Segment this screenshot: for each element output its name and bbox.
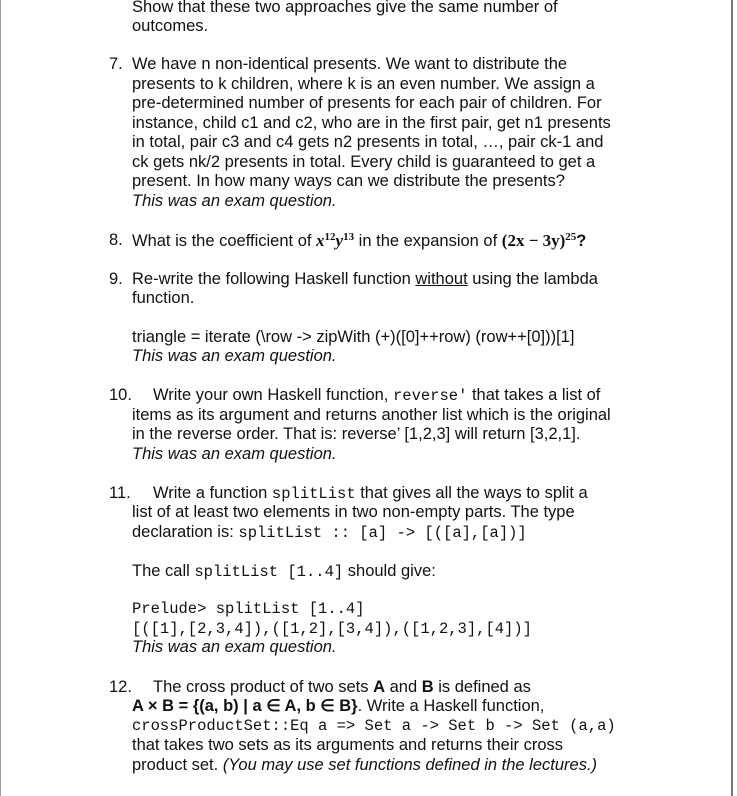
question-11-call-before: The call	[132, 562, 195, 580]
question-7-line: in total, pair c3 and c4 gets n2 presents in total, …, pair ck-1 and	[132, 133, 604, 151]
question-9-underlined-word: without	[415, 270, 468, 288]
question-9-note: This was an exam question.	[132, 347, 337, 365]
question-12-line-2-after: . Write a Haskell function,	[357, 697, 545, 715]
question-10-note: This was an exam question.	[132, 445, 337, 463]
question-12-line-1	[153, 678, 531, 698]
question-12-set-b: B	[421, 678, 434, 696]
question-7-line: We have n non-identical presents. We want to distribute the	[132, 55, 568, 73]
question-9-number: 9.	[109, 270, 123, 288]
question-8-expression	[502, 231, 577, 250]
question-12-line-4: that takes two sets as its arguments and returns their cross	[132, 736, 564, 754]
question-12-line-2	[132, 697, 544, 717]
question-11-function-name: splitList	[271, 485, 356, 503]
question-11-call-code: splitList [1..4]	[194, 563, 344, 581]
question-12-line-1-after: is defined as	[433, 678, 531, 696]
question-10-number: 10.	[109, 386, 132, 404]
question-8-before: What is the coefficient of	[132, 232, 317, 250]
question-11-line-1	[153, 484, 588, 505]
intro-line-1: Show that these two approaches give the same number of	[132, 0, 558, 16]
question-8-y: y	[335, 231, 344, 250]
question-12-line-5-italic: (You may use set functions defined in the lectures.)	[222, 756, 598, 774]
question-11-prelude-line: Prelude> splitList [1..4]	[132, 600, 365, 618]
question-11-call-after: should give:	[343, 562, 436, 580]
question-8-x: x	[316, 231, 325, 250]
question-8-middle: in the expansion of	[354, 232, 502, 250]
question-11-note: This was an exam question.	[132, 638, 337, 656]
question-10-line-1-after: that takes a list of	[467, 386, 601, 404]
question-8-x-exponent: 12	[324, 231, 336, 243]
question-8-text	[132, 231, 586, 252]
question-11-type-signature: splitList :: [a] -> [([a],[a])]	[238, 524, 527, 542]
question-11-result-line: [([1],[2,3,4]),([1,2],[3,4]),([1,2,3],[4])]	[132, 620, 532, 638]
question-9-line-1	[132, 270, 598, 290]
question-7-line: instance, child c1 and c2, who are in the first pair, get n1 presents	[132, 114, 611, 132]
question-8-binomial-exponent: 25	[565, 231, 577, 243]
question-10-line-1	[153, 386, 600, 407]
question-8-number: 8.	[109, 231, 123, 249]
question-11-line-2: list of at least two elements in two non-empty parts. The type	[132, 503, 575, 521]
question-9-line-2: function.	[132, 289, 195, 307]
question-7-line: pre-determined number of presents for each pair of children. For	[132, 94, 602, 112]
question-8-question-mark: ?	[576, 232, 587, 250]
question-8-monomial	[316, 231, 354, 250]
question-11-line-1-after: that gives all the ways to split a	[355, 484, 588, 502]
question-7-line: presents to k children, where k is an even number. We assign a	[132, 75, 595, 93]
question-11-line-3-before: declaration is:	[132, 523, 239, 541]
question-12-line-1-before: The cross product of two sets	[153, 678, 374, 696]
question-10-line-1-before: Write your own Haskell function,	[153, 386, 393, 404]
intro-line-2: outcomes.	[132, 17, 209, 35]
question-10-function-name: reverse'	[392, 387, 468, 405]
question-7-line: present. In how many ways can we distribute the presents?	[132, 172, 565, 190]
question-12-line-1-and: and	[385, 678, 422, 696]
question-7-number: 7.	[109, 55, 123, 73]
question-11-line-3	[132, 523, 527, 544]
question-12-line-5	[132, 756, 597, 776]
question-7-note: This was an exam question.	[132, 192, 337, 210]
question-8-y-exponent: 13	[343, 231, 355, 243]
question-12-set-a: A	[373, 678, 386, 696]
question-8-binomial: (2x − 3y)	[501, 231, 566, 250]
question-11-call-line	[132, 562, 436, 583]
question-9-line-1-before: Re-write the following Haskell function	[132, 270, 416, 288]
question-12-definition: A × B = {(a, b) | a ∈ A, b ∈ B}	[132, 697, 358, 715]
question-9-code: triangle = iterate (\row -> zipWith (+)([0]++row) (row++[0]))[1]	[132, 328, 575, 346]
question-11-number: 11.	[109, 484, 131, 502]
question-12-signature: crossProductSet::Eq a => Set a -> Set b -> Set (a,a)	[132, 717, 616, 735]
question-10-line-3: in the reverse order. That is: reverse’ [1,2,3] will return [3,2,1].	[132, 425, 581, 443]
question-10-line-2: items as its argument and returns another list which is the original	[132, 406, 611, 424]
question-7-line: ck gets nk/2 presents in total. Every child is guaranteed to get a	[132, 153, 596, 171]
question-12-number: 12.	[109, 678, 132, 696]
question-9-line-1-after: using the lambda	[467, 270, 598, 288]
question-12-line-5-before: product set.	[132, 756, 223, 774]
question-11-line-1-before: Write a function	[153, 484, 272, 502]
